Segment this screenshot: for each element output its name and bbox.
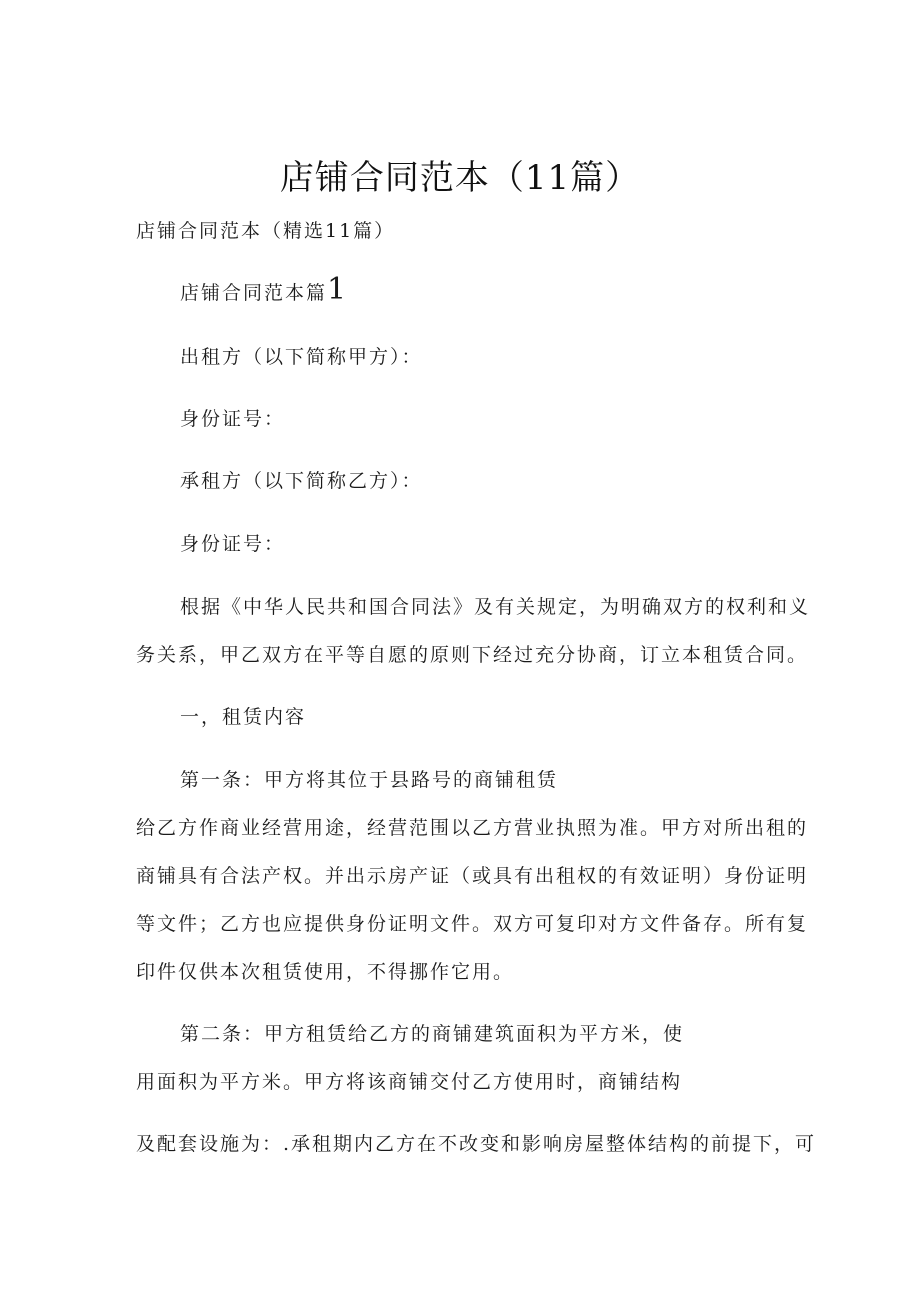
- article-one-line-3: 商铺具有合法产权。并出示房产证（或具有出租权的有效证明）身份证明: [136, 865, 809, 887]
- article-two-line-2: 用面积为平方米。甲方将该商铺交付乙方使用时，商铺结构: [136, 1071, 683, 1093]
- part-one-heading: 一，租赁内容: [180, 706, 307, 728]
- document-title: 店铺合同范本（11篇）: [279, 158, 641, 198]
- article-one-line-4: 等文件；乙方也应提供身份证明文件。双方可复印对方文件备存。所有复: [136, 913, 809, 935]
- article-one-line-1: 第一条：甲方将其位于县路号的商铺租赁: [180, 769, 559, 791]
- lessor-id-line: 身份证号：: [180, 408, 286, 430]
- document-subtitle: 店铺合同范本（精选11篇）: [136, 220, 396, 242]
- article-one-line-5: 印件仅供本次租赁使用，不得挪作它用。: [136, 961, 515, 983]
- article-one-line-2: 给乙方作商业经营用途，经营范围以乙方营业执照为准。甲方对所出租的: [136, 817, 809, 839]
- intro-paragraph-line-1: 根据《中华人民共和国合同法》及有关规定，为明确双方的权利和义: [180, 596, 811, 618]
- lessee-line: 承租方（以下简称乙方）：: [180, 470, 423, 492]
- article-two-line-1: 第二条：甲方租赁给乙方的商铺建筑面积为平方米，使: [180, 1023, 685, 1045]
- lessor-line: 出租方（以下简称甲方）：: [180, 346, 423, 368]
- article-two-line-3: 及配套设施为：.承租期内乙方在不改变和影响房屋整体结构的前提下，可: [136, 1133, 817, 1155]
- section-heading-number: 1: [327, 272, 347, 307]
- intro-paragraph-line-2: 务关系，甲乙双方在平等自愿的原则下经过充分协商，订立本租赁合同。: [136, 644, 809, 666]
- lessee-id-line: 身份证号：: [180, 533, 286, 555]
- section-heading-prefix: 店铺合同范本篇: [180, 282, 328, 304]
- section-heading: [180, 272, 346, 307]
